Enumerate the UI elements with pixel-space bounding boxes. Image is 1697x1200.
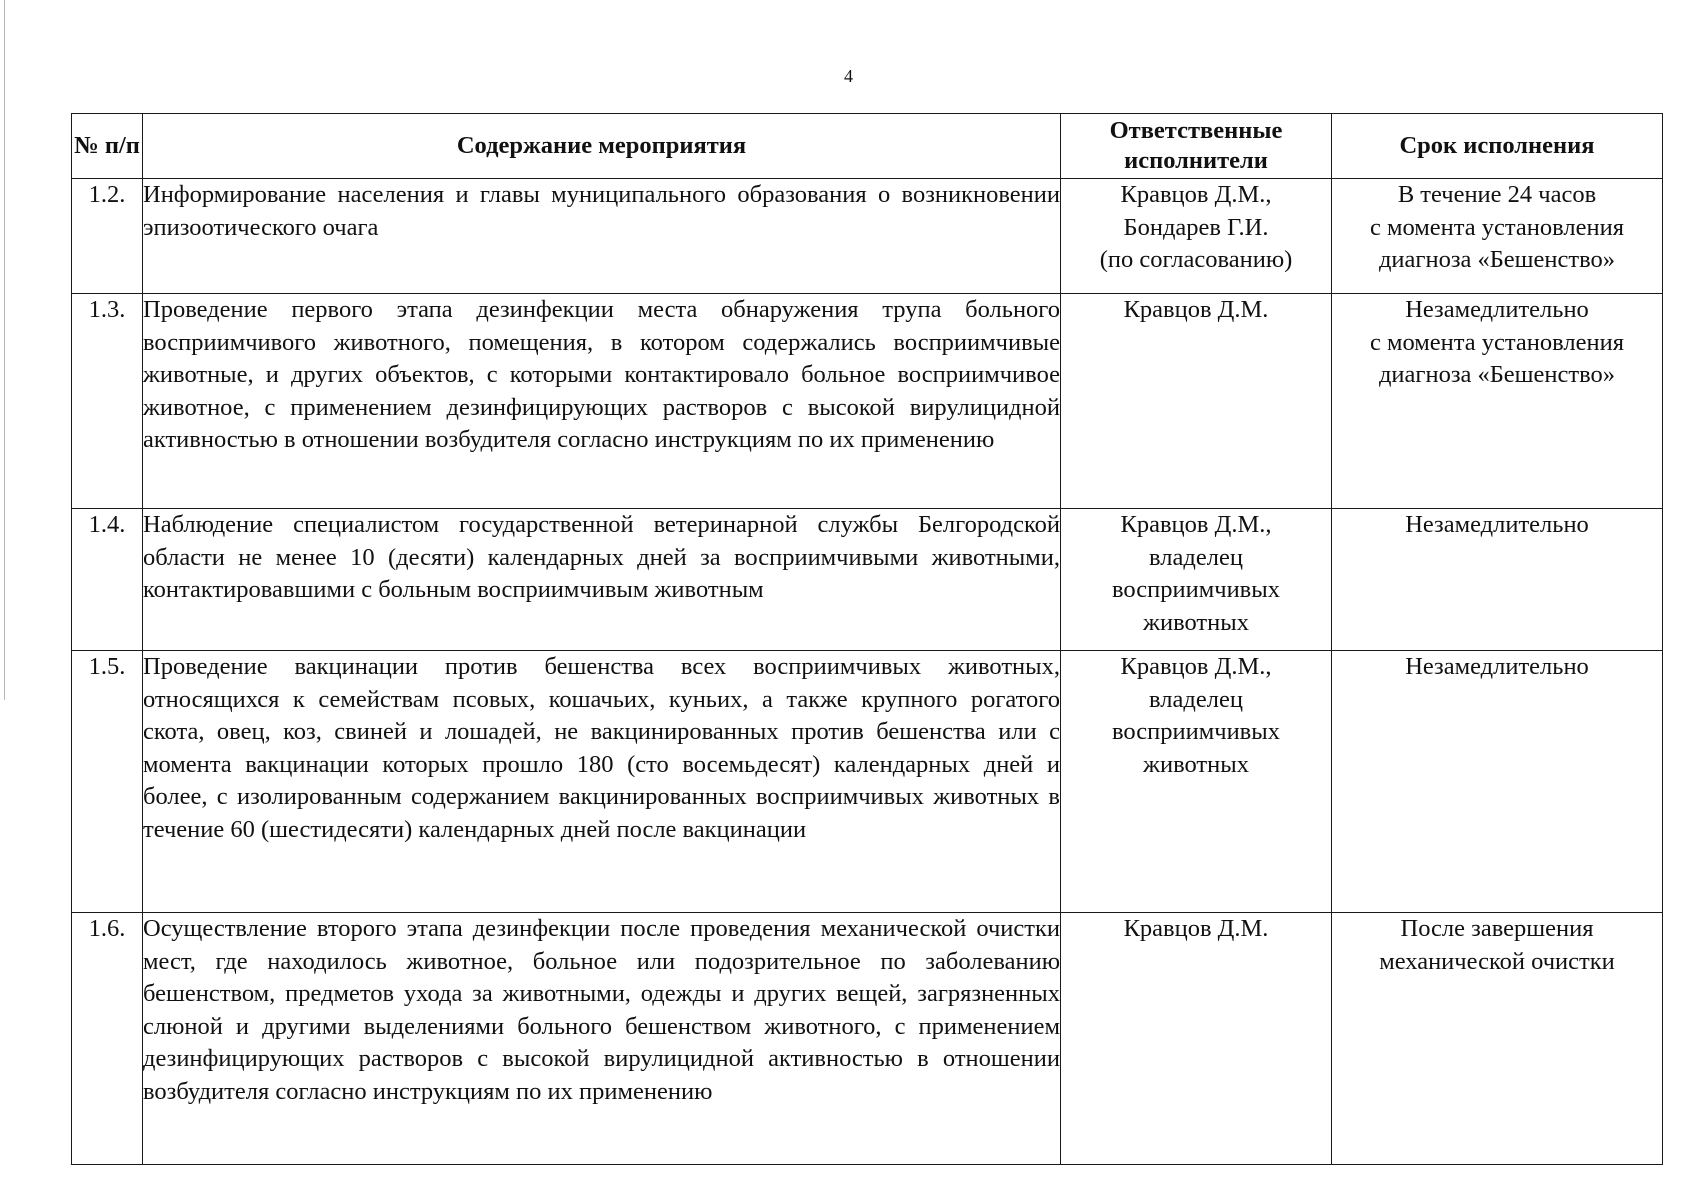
measures-table — [71, 113, 1663, 1165]
responsible-line: животных — [1143, 750, 1249, 778]
header-number: № п/п — [72, 114, 143, 179]
row-deadline — [1332, 294, 1663, 509]
deadline-line: В течение 24 часов — [1397, 181, 1597, 208]
scan-edge-line — [4, 0, 5, 700]
row-content: Информирование населения и главы муниципального образования о возникновении эпизоотического очага — [143, 179, 1061, 294]
table-row — [72, 509, 1663, 651]
responsible-line: Кравцов Д.М. — [1123, 915, 1269, 942]
row-responsible — [1061, 294, 1332, 509]
deadline-line: диагноза «Бешенство» — [1378, 246, 1616, 273]
responsible-line: Кравцов Д.М. — [1123, 296, 1269, 323]
page-number: 4 — [844, 66, 853, 86]
header-responsible: Ответственные исполнители — [1061, 114, 1332, 179]
row-number: 1.5. — [72, 651, 143, 913]
deadline-line: механической очистки — [1379, 947, 1615, 975]
responsible-line: восприимчивых — [1112, 576, 1280, 603]
responsible-line: Кравцов Д.М., — [1120, 511, 1272, 538]
row-deadline — [1332, 651, 1663, 913]
row-number: 1.3. — [72, 294, 143, 509]
deadline-line: диагноза «Бешенство» — [1378, 361, 1616, 388]
row-content: Проведение первого этапа дезинфекции места обнаружения трупа больного восприимчивого животного, помещения, в котором содержались восприимчивые животные, и других объектов, с которыми контактировало больное восприимчивое животное, с применением дезинфицирующих растворов с высокой вирулицидной активностью в отношении возбудителя согласно инструкциям по их применению — [143, 294, 1061, 509]
row-deadline — [1332, 179, 1663, 294]
responsible-line: владелец — [1149, 543, 1243, 571]
responsible-line: животных — [1143, 608, 1249, 636]
row-number: 1.2. — [72, 179, 143, 294]
deadline-line: После завершения — [1400, 915, 1594, 942]
row-number: 1.4. — [72, 509, 143, 651]
responsible-line: Кравцов Д.М., — [1120, 653, 1272, 680]
row-number: 1.6. — [72, 913, 143, 1165]
responsible-line: Бондарев Г.И. — [1123, 213, 1269, 241]
deadline-line: Незамедлительно — [1405, 296, 1589, 323]
responsible-line: (по согласованию) — [1099, 246, 1293, 273]
row-deadline — [1332, 913, 1663, 1165]
row-deadline — [1332, 509, 1663, 651]
responsible-line: владелец — [1149, 685, 1243, 713]
deadline-line: с момента установления — [1370, 328, 1624, 356]
header-deadline: Срок исполнения — [1332, 114, 1663, 179]
table-row — [72, 179, 1663, 294]
row-responsible — [1061, 651, 1332, 913]
responsible-line: восприимчивых — [1112, 718, 1280, 745]
row-content: Осуществление второго этапа дезинфекции после проведения механической очистки мест, где находилось животное, больное или подозрительное по заболеванию бешенством, предметов ухода за животными, одежды и других вещей, загрязненных слюной и другими выделениями больного бешенством животного, с применением дезинфицирующих растворов с высокой вирулицидной активностью в отношении возбудителя согласно инструкциям по их применению — [143, 913, 1061, 1165]
row-responsible — [1061, 179, 1332, 294]
responsible-line: Кравцов Д.М., — [1120, 181, 1272, 208]
row-content: Проведение вакцинации против бешенства всех восприимчивых животных, относящихся к семействам псовых, кошачьих, куньих, а также крупного рогатого скота, овец, коз, свиней и лошадей, не вакцинированных против бешенства или с момента вакцинации которых прошло 180 (сто восемьдесят) календарных дней и более, с изолированным содержанием вакцинированных восприимчивых животных в течение 60 (шестидесяти) календарных дней после вакцинации — [143, 651, 1061, 913]
table-header-row — [72, 114, 1663, 179]
table-row — [72, 294, 1663, 509]
row-content: Наблюдение специалистом государственной ветеринарной службы Белгородской области не менее 10 (десяти) календарных дней за восприимчивыми животными, контактировавшими с больным восприимчивым животным — [143, 509, 1061, 651]
header-content: Содержание мероприятия — [143, 114, 1061, 179]
deadline-line: с момента установления — [1370, 213, 1624, 241]
deadline-line: Незамедлительно — [1405, 653, 1589, 680]
deadline-line: Незамедлительно — [1405, 511, 1589, 538]
row-responsible — [1061, 913, 1332, 1165]
table-row — [72, 913, 1663, 1165]
row-responsible — [1061, 509, 1332, 651]
table-row — [72, 651, 1663, 913]
